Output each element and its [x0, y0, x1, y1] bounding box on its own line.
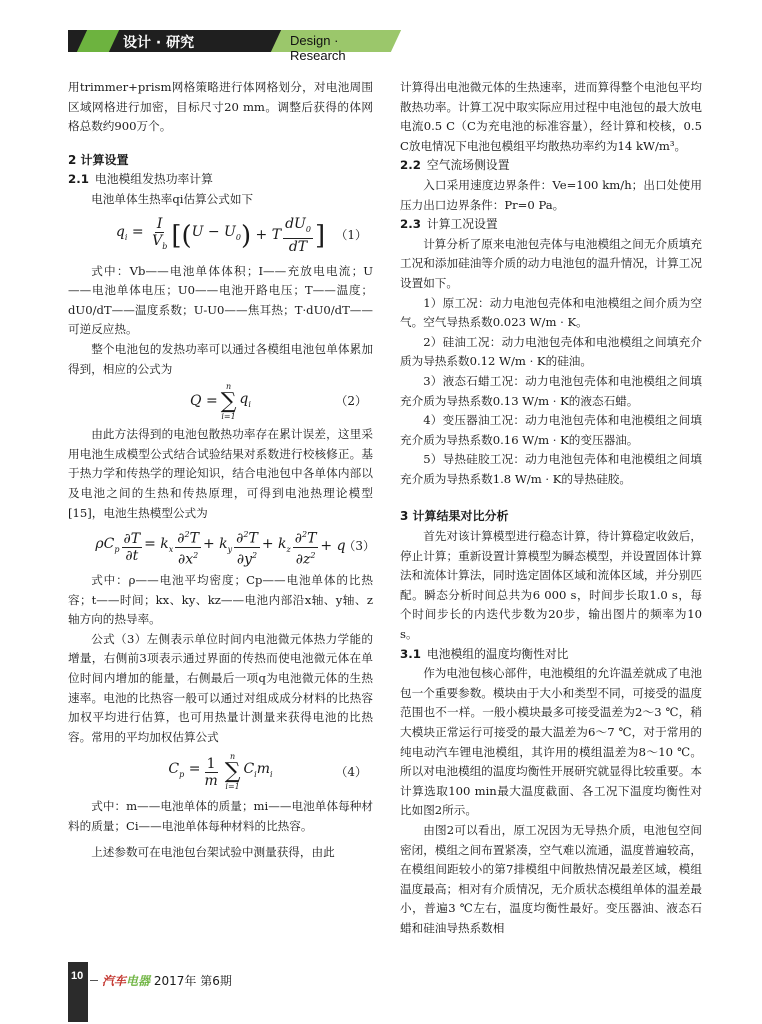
- paragraph: 式中：ρ——电池平均密度；Cp——电池单体的比热容；t——时间；kx、ky、kz——电池内部沿x轴、y轴、z轴方向的热导率。: [68, 573, 373, 627]
- case-item: 4）变压器油工况：动力电池包壳体和电池模组之间填充介质为导热系数0.16 W/m · K的变压器油。: [400, 413, 702, 447]
- paragraph: 首先对该计算模型进行稳态计算，待计算稳定收敛后，停止计算；重新设置计算模型为瞬态模型，并设置固体计算法和流体计算法，同时选定固体区域和流体区域，并分别匹配。瞬态分析时间总共为6 000 s，时间步长取1.0 s，每个时间步长的内迭代步数为20步，输出图片的频率为10 s。: [400, 529, 702, 642]
- right-column: [400, 78, 702, 939]
- case-item: 5）导热硅胶工况：动力电池包壳体和电池模组之间填充介质为导热系数1.8 W/m · K的导热硅胶。: [400, 452, 702, 486]
- page-number: 10: [71, 970, 84, 982]
- footer-rule: [90, 980, 98, 981]
- header-zh: 设计 · 研究: [123, 35, 195, 51]
- equation-number: （1）: [335, 227, 367, 242]
- header-stripe: [77, 30, 119, 52]
- equation-number: （4）: [335, 764, 367, 779]
- paragraph: 用trimmer+prism网格策略进行体网格划分，对电池周围区域网格进行加密，目标尺寸20 mm。调整后获得的体网格总数约900万个。: [68, 80, 373, 134]
- paragraph: 电池单体生热率qi估算公式如下: [91, 191, 254, 206]
- section-heading: 3 计算结果对比分析: [400, 509, 509, 524]
- equation-3: $\rho C_p$ $\frac{\partial T}{\partial t}$ = $k_x$ $\frac{\partial^2T}{\partial x^2}$ + $k_y$ $\frac{\partial^2T}{\partial y^2}$ + $k_z$ $\frac{\partial^2T}{\partial z^2}$ + q （3）: [68, 523, 373, 571]
- paragraph: 上述参数可在电池包台架试验中测量获得，由此: [91, 844, 335, 859]
- journal-issue: 2017年 第6期: [153, 974, 232, 988]
- section-header-bar: [68, 30, 376, 63]
- header-en: Design · Research: [290, 33, 346, 63]
- journal-brand-a: 汽车: [102, 974, 127, 988]
- paragraph: 计算分析了原来电池包壳体与电池模组之间无介质填充工况和添加硅油等介质的动力电池包的温升情况，计算工况设置如下。: [400, 236, 702, 290]
- subsection-title: 空气流场侧设置: [426, 158, 510, 173]
- subsection-number: 2.2: [400, 158, 421, 173]
- subsection-heading: [68, 170, 373, 190]
- case-item: 3）液态石蜡工况：动力电池包壳体和电池模组之间填充介质为导热系数0.13 W/m · K的液态石蜡。: [400, 373, 702, 408]
- journal-name: [102, 972, 232, 989]
- subsection-title: 计算工况设置: [426, 217, 498, 232]
- paragraph: 入口采用速度边界条件：Ve=100 km/h；出口处使用压力出口边界条件：Pr=0 Pa。: [400, 177, 702, 212]
- subsection-number: 2.1: [68, 172, 89, 187]
- subsection-title: 电池模组发热功率计算: [94, 172, 213, 187]
- subsection-heading: [400, 156, 702, 176]
- paragraph: 由此方法得到的电池包散热功率存在累计误差，这里采用电池生成模型公式结合试验结果对系数进行校核修正。基于热力学和传热学的理论知识，结合电池包中各单体内部以及电池之间的生热和传热原理，可得到电池热理论模型[15]，电池生热模型公式为: [68, 427, 373, 520]
- page-number-tab: [68, 962, 88, 1022]
- subsection-title: 电池模组的温度均衡性对比: [426, 646, 569, 661]
- subsection-number: 3.1: [400, 646, 421, 661]
- journal-brand-b: 电器: [126, 974, 151, 988]
- equation-number: （2）: [335, 394, 367, 409]
- case-item: 1）原工况：动力电池包壳体和电池模组之间介质为空气。空气导热系数0.023 W/m · K。: [400, 295, 702, 330]
- paragraph: 公式（3）左侧表示单位时间内电池微元体热力学能的增量，右侧前3项表示通过界面的传热而使电池微元体在单位时间内增加的能量，右侧最后一项q为电池微元体的生热速率。电池的比热容一般可以通过对组成成分材料的比热容加权平均进行估算，也可用热量计测量来获得电池的比热容。常用的平均加权估算公式: [68, 631, 373, 744]
- equation-2: Q = n ∑ i=1 $q_i$ （2）: [190, 382, 367, 422]
- paragraph: 式中：m——电池单体的质量；mi——电池单体每种材料的质量；Ci——电池单体每种材料的比热容。: [68, 799, 373, 834]
- paragraph: 计算得出电池微元体的生热速率，进而算得整个电池包平均散热功率。计算工况中取实际应用过程中电池包的最大放电电流0.5 C（C为充电池的标准容量），经计算和校核，0.5 C放电情况下电池包模组平均散热功率约为14 kW/m³。: [400, 80, 702, 153]
- paragraph: 整个电池包的发热功率可以通过各模组电池包单体累加得到，相应的公式为: [68, 341, 373, 376]
- equation-4: $C_p$ = $\frac{1}{m}$ n ∑ i=1 $C_im_i$ （4）: [168, 752, 367, 792]
- paragraph: 作为电池包核心部件，电池模组的允许温差就成了电池包一个重要参数。模块由于大小和类型不同，可接受的温度范围也不一样。一般小模块最多可接受温差为2～3 ℃，稍大模块正常运行可接受的最大温差为6～7 ℃，对于常用的纯电动汽车锂电池模组，其许用的模组温差为8～10 ℃。所以对电池模组的温度均衡性开展研究就显得比较重要。本计算选取100 min最大温度截面、各工况下温度均衡性对比如图2所示。: [400, 666, 702, 818]
- subsection-number: 2.3: [400, 217, 421, 232]
- equation-1: $q_i$ = $\frac{I}{V_b}$ [ ( $U - U_0$ ) + T $\frac{dU_0}{dT}$ ] （1）: [115, 216, 367, 255]
- section-heading: 2 计算设置: [68, 152, 129, 167]
- case-item: 2）硅油工况：动力电池包壳体和电池模组之间填充介质为导热系数0.12 W/m · K的硅油。: [400, 334, 702, 369]
- subsection-heading: [400, 645, 702, 665]
- left-column: [68, 78, 373, 862]
- subsection-heading: [400, 215, 702, 235]
- paragraph: 由图2可以看出，原工况因为无导热介质，电池包空间密闭，模组之间布置紧凑，空气难以流通，温度普遍较高，在模组间距较小的第7排模组中间散热情况最差区域，模组温度最高；相对有介质情况，无介质状态模组单体的温差最小，普遍3 ℃左右，温度均衡性最好。变压器油、液态石蜡和硅油导热系数相: [400, 822, 702, 935]
- paragraph: 式中：Vb——电池单体体积；I——充放电电流；U——电池单体电压；U0——电池开路电压；T——温度；dU0/dT——温度系数；U-U0——焦耳热；T·dU0/dT——可逆反应热。: [68, 263, 373, 337]
- equation-number: （3）: [343, 539, 375, 554]
